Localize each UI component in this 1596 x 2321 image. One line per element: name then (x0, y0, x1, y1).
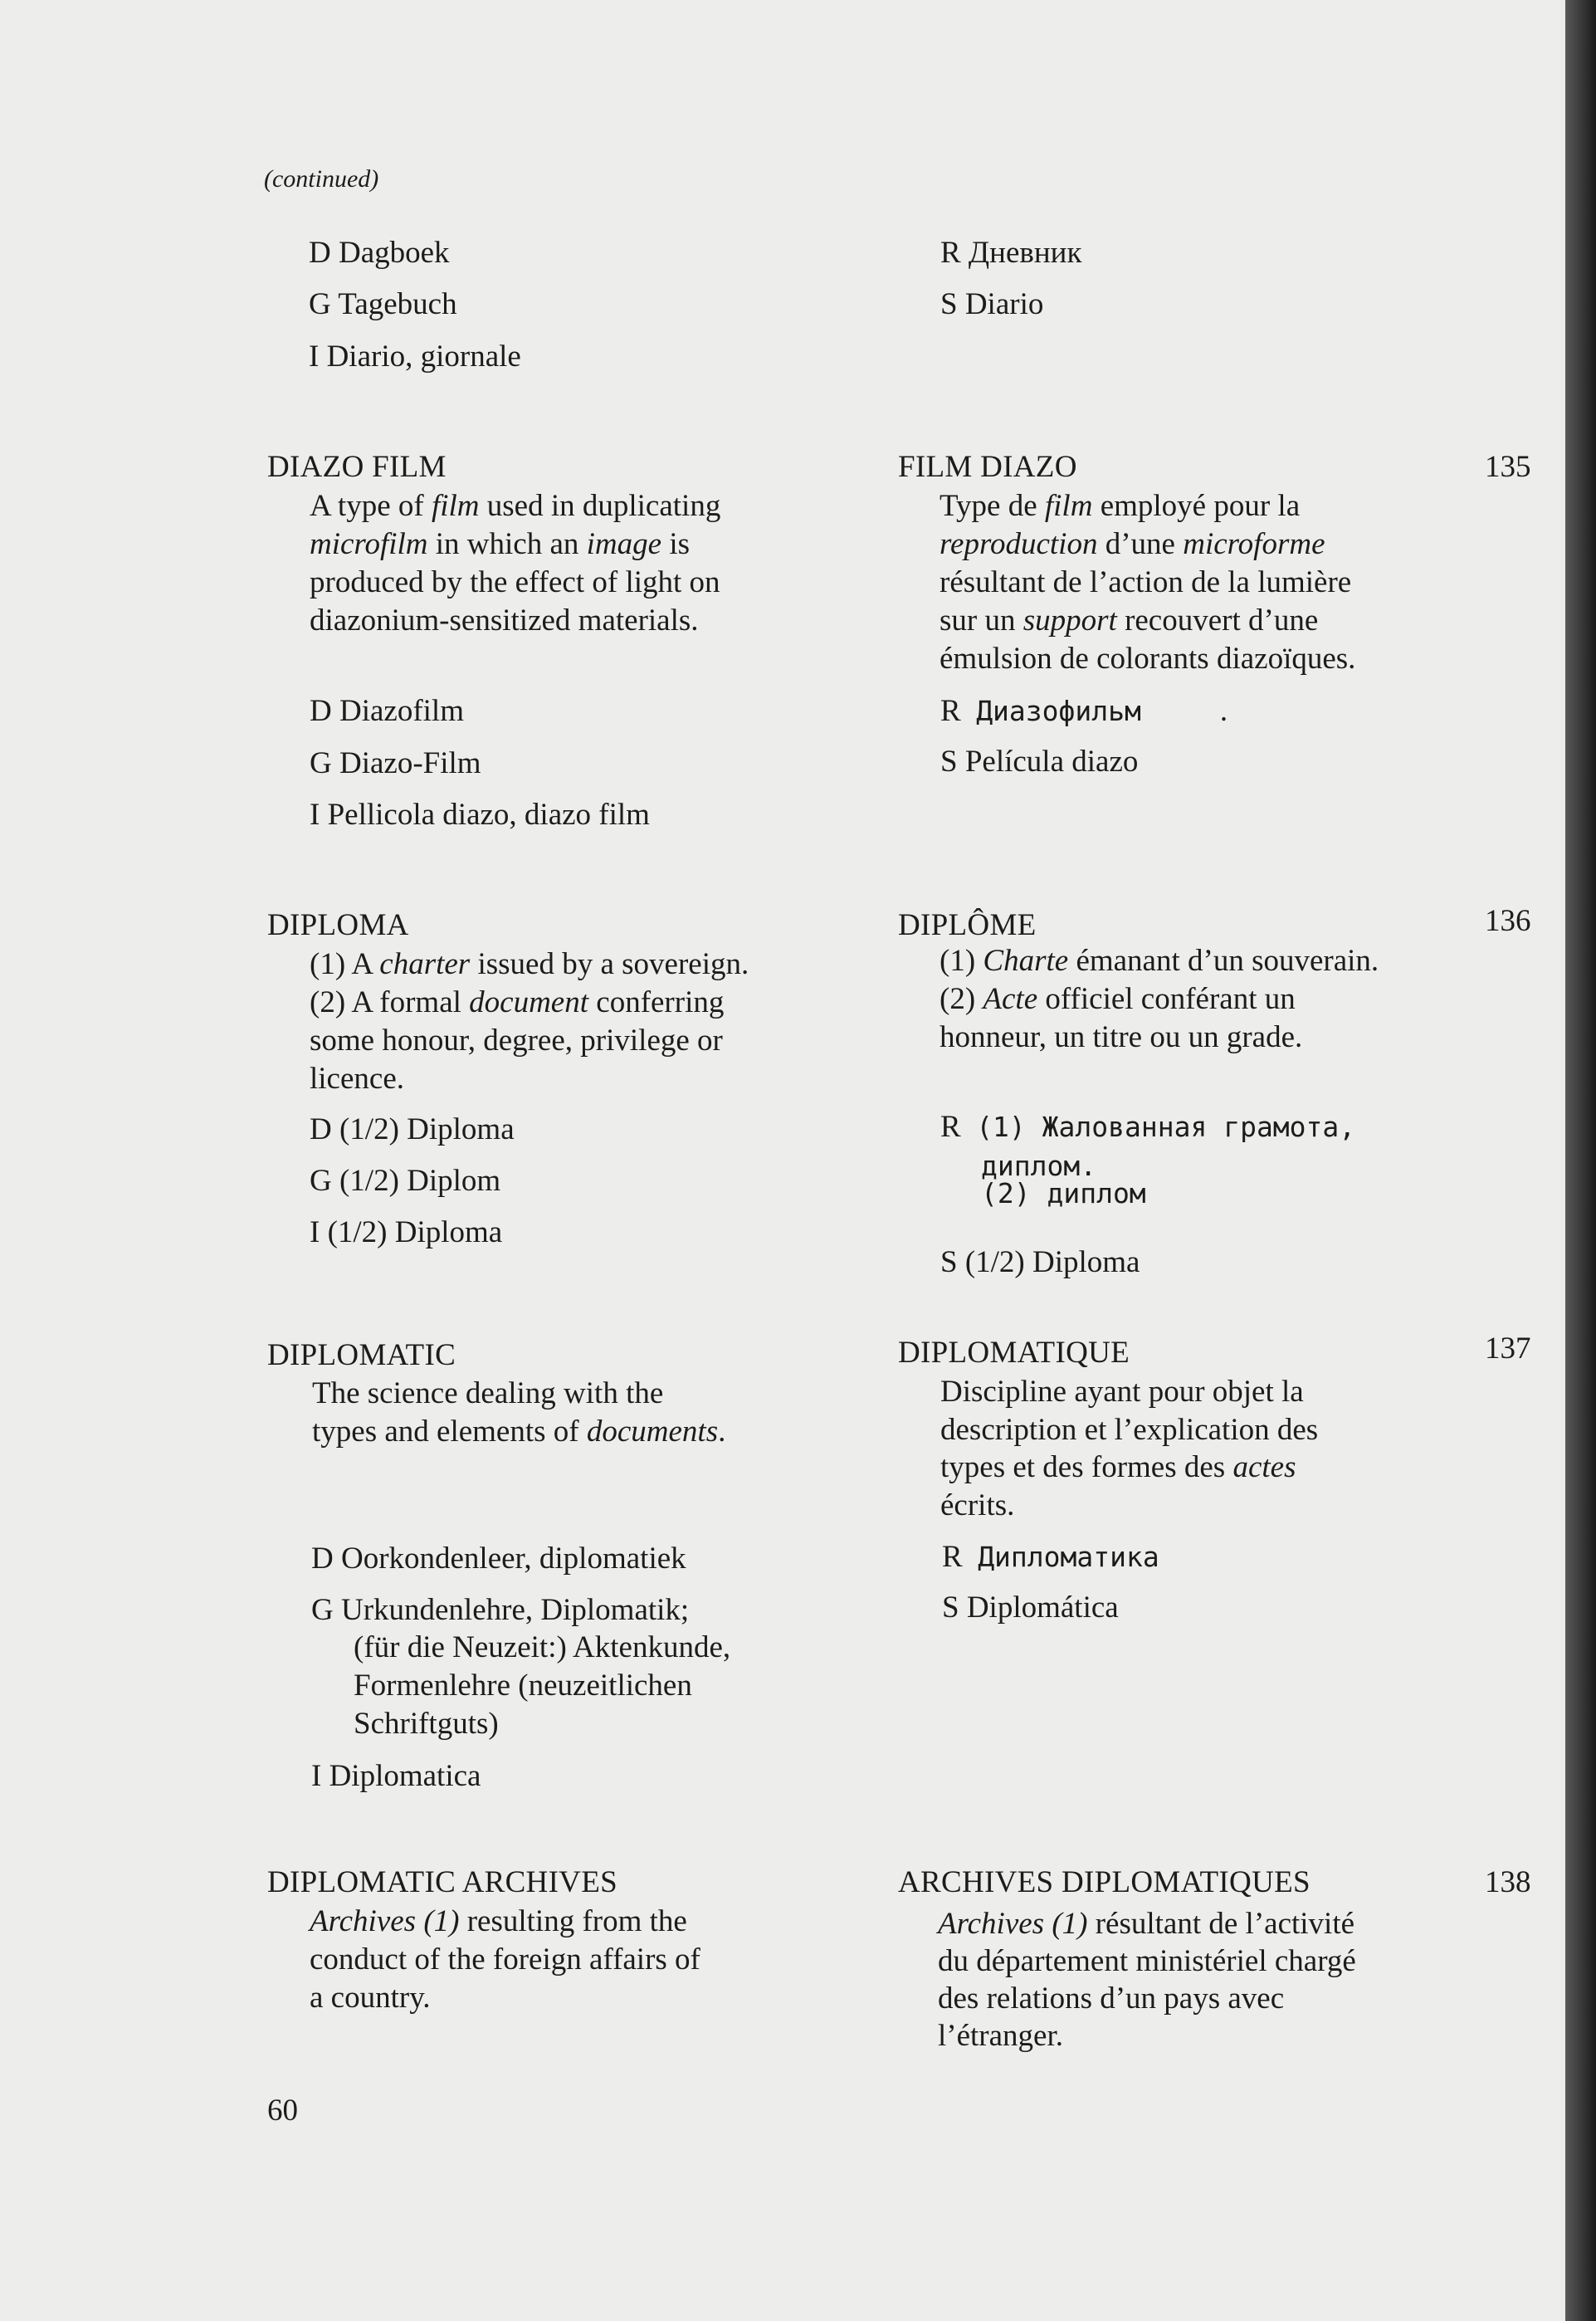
cross-reference: Archives (1) (310, 1904, 460, 1938)
headword-fr: FILM DIAZO (898, 450, 1077, 484)
definition-en-line: licence. (310, 1062, 404, 1096)
definition-en-line: A type of film used in duplicating (310, 489, 721, 523)
term-dutch: D Dagboek (309, 236, 450, 270)
definition-fr-line: Type de film employé pour la (940, 489, 1301, 523)
term-german: G Urkundenlehre, Diplomatik; (311, 1593, 690, 1627)
cross-reference: film (431, 489, 480, 523)
cross-reference: image (586, 527, 662, 561)
definition-en-line: The science dealing with the (312, 1376, 664, 1410)
definition-fr-line: écrits. (940, 1488, 1015, 1522)
term-german: G (1/2) Diplom (310, 1164, 501, 1198)
term-german-cont: Formenlehre (neuzeitlichen (354, 1669, 692, 1703)
term-russian: R (1) Жалованная грамота, (940, 1110, 1356, 1144)
cross-reference: reproduction (940, 527, 1098, 561)
cross-reference: Archives (1) (938, 1907, 1088, 1941)
headword-fr: DIPLÔME (898, 908, 1037, 942)
cross-reference: document (469, 985, 589, 1019)
term-italian: I Diario, giornale (309, 340, 521, 374)
cross-reference: documents (586, 1415, 719, 1449)
term-german-cont: Schriftguts) (354, 1707, 499, 1741)
definition-fr-line: Archives (1) résultant de l’activité (938, 1907, 1355, 1941)
term-dutch: D Oorkondenleer, diplomatiek (311, 1542, 686, 1576)
definition-en-line: some honour, degree, privilege or (310, 1024, 723, 1058)
definition-fr-line: du département ministériel chargé (938, 1944, 1356, 1978)
headword-en: DIPLOMA (267, 908, 409, 942)
term-russian-cont: (2) диплом (981, 1177, 1146, 1209)
definition-en-line: types and elements of documents. (312, 1415, 726, 1449)
headword-fr: DIPLOMATIQUE (898, 1336, 1130, 1370)
cross-reference: support (1023, 603, 1117, 638)
term-spanish: S Diario (940, 287, 1044, 321)
term-german: G Tagebuch (309, 287, 457, 321)
page-number: 60 (267, 2094, 298, 2128)
term-dutch: D (1/2) Diploma (310, 1112, 515, 1146)
cross-reference: Charte (983, 944, 1069, 978)
continued-label: (continued) (264, 165, 379, 193)
definition-en-line: microfilm in which an image is (310, 527, 691, 561)
headword-en: DIPLOMATIC (267, 1338, 456, 1372)
term-russian: R Дневник (940, 236, 1082, 270)
definition-fr-line: résultant de l’action de la lumière (940, 565, 1352, 599)
definition-fr-line: types et des formes des actes (940, 1450, 1296, 1484)
term-spanish: S Diplomática (942, 1590, 1119, 1625)
term-russian-cont: диплом. (981, 1150, 1097, 1182)
definition-en-line: Archives (1) resulting from the (310, 1904, 687, 1938)
page-edge-shadow (1565, 0, 1596, 2321)
term-dutch: D Diazofilm (310, 694, 464, 728)
term-italian: I Pellicola diazo, diazo film (310, 798, 650, 832)
term-spanish: S Película diazo (940, 745, 1139, 779)
entry-number: 138 (1485, 1865, 1531, 1899)
headword-en: DIAZO FILM (267, 450, 447, 484)
definition-fr-line: description et l’explication des (940, 1413, 1319, 1447)
cross-reference: film (1044, 489, 1093, 523)
definition-fr-line: émulsion de colorants diazoïques. (940, 642, 1356, 676)
cross-reference: actes (1232, 1450, 1296, 1484)
term-italian: I (1/2) Diploma (310, 1215, 503, 1249)
definition-en-line: produced by the effect of light on (310, 565, 720, 599)
cross-reference: charter (379, 947, 471, 981)
term-german: G Diazo-Film (310, 746, 481, 780)
definition-fr-line: reproduction d’une microforme (940, 527, 1325, 561)
definition-fr-line: (1) Charte émanant d’un souverain. (940, 944, 1379, 978)
term-russian: R Диазофильм . (940, 694, 1228, 728)
definition-fr-line: sur un support recouvert d’une (940, 603, 1319, 638)
definition-fr-line: l’étranger. (938, 2019, 1063, 2053)
entry-number: 137 (1485, 1332, 1531, 1366)
definition-en-line: (1) A charter issued by a sovereign. (310, 947, 749, 981)
definition-en-line: conduct of the foreign affairs of (310, 1942, 700, 1977)
definition-en-line: diazonium-sensitized materials. (310, 603, 699, 638)
definition-en-line: (2) A formal document conferring (310, 985, 725, 1019)
term-german-cont: (für die Neuzeit:) Aktenkunde, (354, 1630, 731, 1664)
headword-en: DIPLOMATIC ARCHIVES (267, 1865, 617, 1899)
entry-number: 135 (1485, 450, 1531, 484)
definition-fr-line: des relations d’un pays avec (938, 1981, 1285, 2016)
headword-fr: ARCHIVES DIPLOMATIQUES (898, 1865, 1310, 1899)
cross-reference: Acte (983, 982, 1038, 1016)
definition-en-line: a country. (310, 1981, 431, 2015)
definition-fr-line: Discipline ayant pour objet la (940, 1375, 1304, 1409)
term-russian: R Дипломатика (942, 1540, 1159, 1574)
cross-reference: microforme (1183, 527, 1325, 561)
term-italian: I Diplomatica (311, 1759, 481, 1793)
definition-fr-line: honneur, un titre ou un grade. (940, 1020, 1303, 1054)
definition-fr-line: (2) Acte officiel conférant un (940, 982, 1296, 1016)
entry-number: 136 (1485, 904, 1531, 938)
cross-reference: microfilm (310, 527, 428, 561)
term-spanish: S (1/2) Diploma (940, 1245, 1140, 1279)
